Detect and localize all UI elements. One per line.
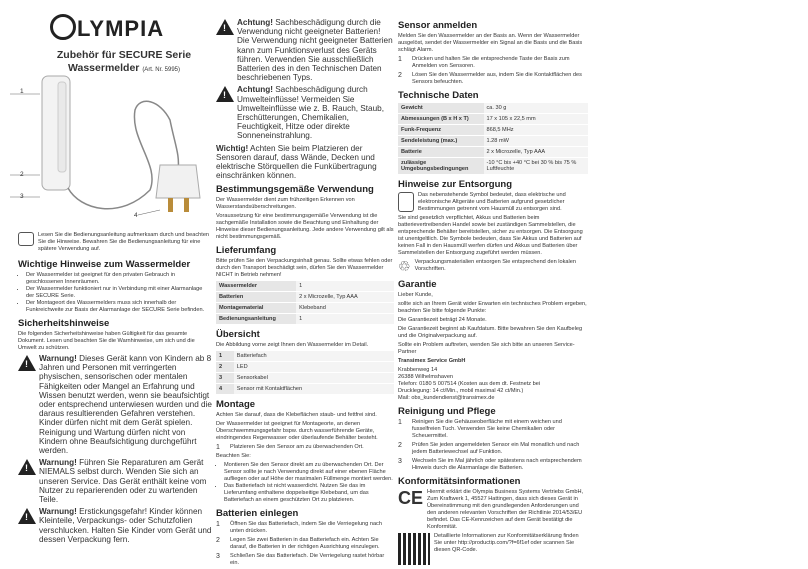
- table-row: Gewicht ca. 30 g: [398, 103, 588, 114]
- caution-icon: [216, 86, 234, 102]
- callout-1: 1: [20, 88, 24, 95]
- book-icon: [18, 232, 34, 246]
- list-item: 1 Reinigen Sie die Gehäuseoberfläche mit einem weichen und fusselfreien Tuch. Verwenden Sie keine Chemikalien oder Scheuermittel.: [398, 419, 562, 439]
- table-row: Montagematerial Klebeband: [216, 303, 394, 314]
- table-row: 3 Sensorkabel: [216, 373, 394, 384]
- logo-o-icon: [50, 14, 76, 40]
- callout-2: 2: [20, 171, 24, 178]
- table-row: 4 Sensor mit Kontaktflächen: [216, 384, 394, 395]
- warning-2: ! Warnung! Führen Sie Reparaturen am Gerät NIEMALS selbst durch. Wenden Sie sich an unseren Service. Das Gerät enthält keine vom Nutzer zu reparierenden oder zu wartenden Teile.: [18, 458, 212, 504]
- heading-montage: Montage: [216, 399, 256, 411]
- heading-entsorgung: Hinweise zur Entsorgung: [398, 179, 513, 190]
- uebersicht-table: [216, 351, 394, 395]
- lieferumfang-table: [216, 281, 394, 325]
- heading-sicherheit: Sicherheitshinweise: [18, 318, 110, 329]
- list-item: • Das Batteriefach ist nicht wasserdicht. Nutzen Sie das im Lieferumfang enthaltene doppelseitige Klebeband, um das Batteriefach an einem geschützten Ort zu platzieren.: [224, 483, 394, 504]
- crossed-bin-icon: [398, 192, 414, 212]
- qr-code[interactable]: [398, 533, 430, 565]
- technische-daten-table: [398, 103, 588, 175]
- caution-icon: [216, 19, 234, 35]
- sensor-body: [156, 165, 200, 198]
- column-3: Sensor anmelden Melden Sie den Wassermelder an der Basis an. Wenn der Wassermelder ausgelöst, sendet der Wassermelder ein Signal an die Basis und die Basis schlägt Alarm. 1 Drücken und halten Sie die entsprechende Taste der Basis zum Anmelden von Sensoren. 2 Lösen Sie den Wassermelder aus, indem Sie die Kontaktflächen des Sensors befeuchten. Technische Daten Gewicht ca. 30 g Abmessungen (B x H x T) 17 x 105 x 22,5 mm Funk-Frequenz 868,5 MHz Sendeleistung (max.) 1.28 mW Batterie 2 x Microzelle, Typ AAA zulässige Umgebungsbedingungen -10 °C bis +40 °C bei 30 % bis 75 % Luftfeuchte Hinweise zur Entsorgung Das nebenstehende Symbol bedeutet, dass elektrische und elektronische Altgeräte und Batterien aufgrund gesetzlicher Bestimmungen getrennt vom Hausmüll zu entsorgen sind. Sie sind gesetzlich verpflichtet, Akkus und Batterien beim batterievertreibenden Handel sowie bei zuständigen Sammelstellen, die entsprechende Behälter bereitstellen, sicher zu entsorgen. Die Entsorgung ist unentgeltlich. Die Symbole bedeuten, dass Sie Akkus und Batterien auf keinen Fall in den Hausmüll werfen dürfen und Akkus und Batterien über Sammelstellen der Entsorgung zugeführt werden müssen. ♲ Verpackungsmaterialien entsorgen Sie entsprechend den lokalen Vorschriften. Garantie Lieber Kunde, solltе sich an Ihrem Gerät wider Erwarten ein technisches Problem ergeben, beachten Sie bitte folgende Punkte: Die Garantiezeit beträgt 24 Monate. Die Garantiezeit beginnt ab Kaufdatum. Bitte bewahren Sie den Kaufbeleg und die Originalverpackung auf. Sollte ein Problem auftreten, wenden Sie sich bitte an unseren Service-Partner Transimex Service GmbH Krabbenweg 14 26388 Wilhelmshaven Telefon: 0180 5 007514 (Kosten aus dem dt. Festnetz bei Drucklegung: 14 ct/Min., mobil maximal 42 ct/Min.) Mail: obs_kundendienst@transimex.de Reinigung und Pflege 1 Reinigen Sie die Gehäuseoberfläche mit einem weichen und fusselfreien Tuch. Verwenden Sie keine Chemikalien oder Scheuermittel. 2 Prüfen Sie jeden angemeldeten Sensor ein Mal monatlich und nach jedem Batteriewechsel auf Funktion. 3 Wechseln Sie im Mal jährlich oder spätestens nach entsprechendem Hinweis durch die Alarmanlage die Batterien. Konformitätsinformationen CE Hiermit erklärt die Olympia Business Systems Vertriebs GmbH, Zum Kraftwerk 1, 45527 Hattingen, dass sich dieses Gerät in Übereinstimmung mit den grundlegenden Anforderungen und den anderen relevanten Vorschriften der Richtlinie 2014/53/EU befindet. Das CE-Kennzeichen auf dem Gerät bestätigt die Konformität. Detaillierte Informationen zur Konformitätserklärung finden Sie unter http://productip.com/?f=6f1ef oder scannen Sie diesen QR-Code.: [398, 20, 588, 565]
- callout-4: 4: [134, 212, 138, 219]
- document-title: Zubehör für SECURE Serie Wassermelder (Art. Nr. 5995): [56, 49, 192, 74]
- important-note: Wichtig! Achten Sie beim Platzieren der Sensoren darauf, dass Wände, Decken und elektrische Störquellen die Funkübertragung einschränken können.: [216, 143, 377, 181]
- table-row: Sendeleistung (max.) 1.28 mW: [398, 136, 588, 147]
- heading-reinigung: Reinigung und Pflege: [398, 406, 496, 417]
- warning-1: ! Warnung! Dieses Gerät kann von Kindern ab 8 Jahren und Personen mit verringerten physischen, sensorischen oder mentalen Fähigkeiten oder Mangel an Erfahrung und Wissen benutzt werden, wenn sie beaufsichtigt oder entsprechend unterwiesen wurden und die daraus resultierenden Gefahren verstehen. Kinder dürfen nicht mit dem Gerät spielen. Reinigung und Wartung dürfen nicht von Kindern ohne Beaufsichtigung durchgeführt werden.: [18, 354, 212, 455]
- table-row: Funk-Frequenz 868,5 MHz: [398, 125, 588, 136]
- list-item: 3 Wechseln Sie im Mal jährlich oder spätestens nach entsprechendem Hinweis durch die Alarmanlage die Batterien.: [398, 458, 582, 471]
- warning-icon: [18, 508, 36, 524]
- list-item: • Montieren Sie den Sensor direkt am zu überwachenden Ort. Der Sensor sollte je nach Verwendung direkt auf einer ebenen Fläche aufliegen oder auf Höhe der maximalen Füllmenge montiert werden.: [224, 462, 394, 483]
- heading-lieferumfang: Lieferumfang: [216, 245, 277, 257]
- list-item: 2 Legen Sie zwei Batterien in das Batteriefach ein. Achten Sie darauf, die Batterien in der richtigen Ausrichtung einzulegen.: [216, 537, 380, 551]
- column-1: Lesen Sie die Bedienungsanleitung aufmerksam durch und beachten Sie die Hinweise. Bewahren Sie die Bedienungsanleitung für eine spätere Verwendung auf. Wichtige Hinweise zum Wassermelder • Der Wassermelder ist geeignet für den privaten Gebrauch in geschlossenen Innenräumen. • Der Wassermelder funktioniert nur in Verbindung mit einer Alarmanlage der SECURE Serie. • Der Montageort des Wassermelders muss sich innerhalb der Funkreichweite zur Basis der Alarmanlage der SECURE Serie befinden. Sicherheitshinweise Die folgenden Sicherheitshinweise haben Gültigkeit für das gesamte Dokument. Lesen und beachten Sie die Warnhinweise, um sich und die Umwelt zu schützen. ! Warnung! Dieses Gerät kann von Kindern ab 8 Jahren und Personen mit verringerten physischen, sensorischen oder mentalen Fähigkeiten oder Mangel an Erfahrung und Wissen benutzt werden, wenn sie beaufsichtigt oder entsprechend unterwiesen wurden und die daraus resultierenden Gefahren verstehen. Kinder dürfen nicht mit dem Gerät spielen. Reinigung und Wartung dürfen nicht von Kindern ohne Beaufsichtigung durchgeführt werden. ! Warnung! Führen Sie Reparaturen am Gerät NIEMALS selbst durch. Wenden Sie sich an unseren Service. Das Gerät enthält keine vom Nutzer zu reparierenden oder zu wartenden Teile. ! Warnung! Erstickungsgefahr! Kinder können Kleinteile, Verpackungs- oder Schutzfolien verschlucken. Halten Sie Kinder vom Gerät und dessen Verpackung fern.: [18, 232, 212, 547]
- list-item: • Der Wassermelder ist geeignet für den privaten Gebrauch in geschlossenen Innenräumen.: [26, 272, 212, 286]
- heading-batterien: Batterien einlegen: [216, 508, 299, 520]
- table-row: Abmessungen (B x H x T) 17 x 105 x 22,5 mm: [398, 114, 588, 125]
- heading-bestimmung: Bestimmungsgemäße Verwendung: [216, 184, 374, 196]
- heading-wichtige: Wichtige Hinweise zum Wassermelder: [18, 259, 191, 270]
- ce-mark: CE: [398, 488, 424, 508]
- table-row: 2 LED: [216, 362, 394, 373]
- olympia-logo: LYMPIA: [50, 14, 164, 42]
- list-item: 3 Schließen Sie das Batteriefach. Die Verriegelung rastet hörbar ein.: [216, 553, 385, 567]
- heading-garantie: Garantie: [398, 279, 437, 290]
- column-2: ! Achtung! Sachbeschädigung durch die Verwendung nicht geeigneter Batterien! Die Verwendung nicht geeigneter Batterien kann zum Funktionsverlust des Geräts führen. Verwenden Sie ausschließlich Batterien des in den Technischen Daten beschriebenen Typs. ! Achtung! Sachbeschädigung durch Umwelteinflüsse! Vermeiden Sie Umwelteinflüsse wie z. B. Rauch, Staub, Erschütterungen, Chemikalien, Feuchtigkeit, Hitze oder direkte Sonneneinstrahlung. Wichtig! Achten Sie beim Platzieren der Sensoren darauf, dass Wände, Decken und elektrische Störquellen die Funkübertragung einschränken können. Bestimmungsgemäße Verwendung Der Wassermelder dient zum frühzeitigen Erkennen von Wasserstandsüberschreitungen. Voraussetzung für eine bestimmungsgemäße Verwendung ist die sachgemäße Installation sowie die Beachtung und Einhaltung der Hinweise dieser Bedienungsanleitung. Jede andere Verwendung gilt als nicht bestimmungsgemäß. Lieferumfang Bitte prüfen Sie den Verpackungsinhalt genau. Sollte etwas fehlen oder durch den Transport beschädigt sein, dürfen Sie den Wassermelder NICHT in Betrieb nehmen! Wassermelder 1 Batterien 2 x Microzelle, Typ AAA Montagematerial Klebeband Bedienungsanleitung 1 Übersicht Die Abbildung vorne zeigt Ihnen den Wassermelder im Detail. 1 Batteriefach 2 LED 3 Sensorkabel 4 Sensor mit Kontaktflächen Montage Achten Sie darauf, dass die Klebeflächen staub- und fettfrei sind. Der Wassermelder ist geeignet für Montageorte, an denen Überschwemmungsgefahr bspw. durch wasserführende Geräte, eindringendes Regenwasser oder überlaufende Behälter besteht. 1 Platzieren Sie den Sensor am zu überwachenden Ort. Beachten Sie: • Montieren Sie den Sensor direkt am zu überwachenden Ort. Der Sensor sollte je nach Verwendung direkt auf einer ebenen Fläche aufliegen oder auf Höhe der maximalen Füllmenge montiert werden. • Das Batteriefach ist nicht wasserdicht. Nutzen Sie das im Lieferumfang enthaltene doppelseitige Klebeband, um das Batteriefach an einem geschützten Ort zu platzieren. Batterien einlegen 1 Öffnen Sie das Batteriefach, indem Sie die Verriegelung nach unten drücken. 2 Legen Sie zwei Batterien in das Batteriefach ein. Achten Sie darauf, die Batterien in der richtigen Ausrichtung einzulegen. 3 Schließen Sie das Batteriefach. Die Verriegelung rastet hörbar ein.: [216, 18, 394, 569]
- list-item: 1 Öffnen Sie das Batteriefach, indem Sie die Verriegelung nach unten drücken.: [216, 521, 382, 535]
- list-item: • Der Wassermelder funktioniert nur in Verbindung mit einer Alarmanlage der SECURE Serie.: [26, 286, 212, 300]
- list-item: • Der Montageort des Wassermelders muss sich innerhalb der Funkreichweite zur Basis der Alarmanlage der SECURE Serie befinden.: [26, 300, 212, 314]
- table-row: Bedienungsanleitung 1: [216, 314, 394, 325]
- table-row: Batterie 2 x Microzelle, Typ AAA: [398, 147, 588, 158]
- caution-2: ! Achtung! Sachbeschädigung durch Umwelteinflüsse! Vermeiden Sie Umwelteinflüsse wie z. B. Rauch, Staub, Erschütterungen, Chemikalien, Feuchtigkeit, Hitze oder direkte Sonneneinstrahlung.: [216, 85, 394, 140]
- warning-3: ! Warnung! Erstickungsgefahr! Kinder können Kleinteile, Verpackungs- oder Schutzfolien verschlucken. Halten Sie Kinder vom Gerät und dessen Verpackung fern.: [18, 507, 212, 544]
- list-item: 2 Lösen Sie den Wassermelder aus, indem Sie die Kontaktflächen des Sensors befeuchten.: [398, 72, 582, 85]
- list-item: 1 Platzieren Sie den Sensor am zu überwachenden Ort.: [216, 444, 364, 452]
- wichtige-list: [18, 272, 212, 314]
- heading-technisch: Technische Daten: [398, 90, 479, 101]
- table-row: zulässige Umgebungsbedingungen -10 °C bis +40 °C bei 30 % bis 75 % Luftfeuchte: [398, 158, 588, 175]
- list-item: 2 Prüfen Sie jeden angemeldeten Sensor ein Mal monatlich und nach jedem Batteriewechsel auf Funktion.: [398, 442, 580, 455]
- table-row: 1 Batteriefach: [216, 351, 394, 362]
- warning-icon: [18, 355, 36, 371]
- recycle-icon: ♲: [398, 258, 411, 274]
- list-item: 1 Drücken und halten Sie die entsprechende Taste der Basis zum Anmelden von Sensoren.: [398, 56, 570, 69]
- callout-3: 3: [20, 193, 24, 200]
- warning-icon: [18, 459, 36, 475]
- read-manual-note: Lesen Sie die Bedienungsanleitung aufmerksam durch und beachten Sie die Hinweise. Bewahren Sie die Bedienungsanleitung für eine spätere Verwendung auf.: [18, 232, 212, 255]
- heading-konform: Konformitätsinformationen: [398, 476, 521, 487]
- heading-sensor: Sensor anmelden: [398, 20, 478, 31]
- table-row: Batterien 2 x Microzelle, Typ AAA: [216, 292, 394, 303]
- table-row: Wassermelder 1: [216, 281, 394, 292]
- product-illustration: [10, 70, 210, 230]
- heading-uebersicht: Übersicht: [216, 329, 260, 341]
- caution-1: ! Achtung! Sachbeschädigung durch die Verwendung nicht geeigneter Batterien! Die Verwendung nicht geeigneter Batterien kann zum Funktionsverlust des Geräts führen. Verwenden Sie ausschließlich Batterien des in den Technischen Daten beschriebenen Typs.: [216, 18, 394, 82]
